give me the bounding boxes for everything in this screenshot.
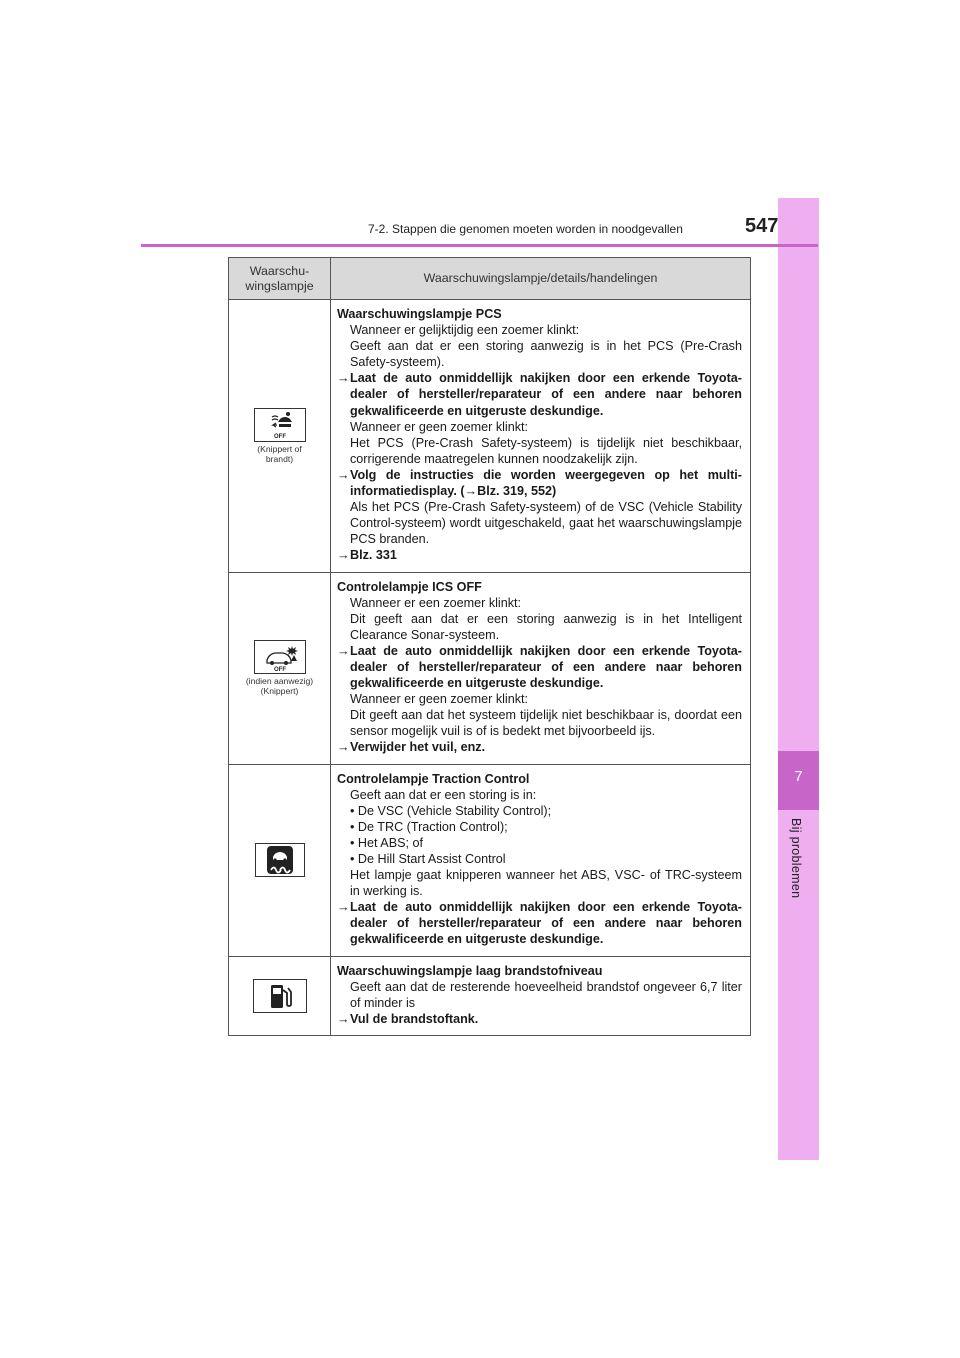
detail-line: Het lampje gaat knipperen wanneer het ABS, VSC- of TRC-systeem in werking is. (350, 868, 742, 899)
svg-text:OFF: OFF (273, 433, 286, 440)
lamp-icon-cell (229, 300, 331, 573)
lamp-title: Waarschuwingslampje PCS (337, 307, 502, 321)
arrow-icon: → (337, 548, 350, 563)
lamp-title: Controlelampje ICS OFF (337, 579, 482, 594)
detail-line: Geeft aan dat er een storing aanwezig is in het PCS (Pre-Crash Safety-systeem). (350, 339, 742, 370)
lamp-icon-cell (229, 572, 331, 764)
section-title: 7-2. Stappen die genomen moeten worden in noodgevallen (368, 222, 683, 236)
lamp-caption: (Knippert of brandt) (257, 443, 302, 464)
action-line: → Vul de brandstoftank. (337, 1011, 479, 1026)
action-line: → Verwijder het vuil, enz. (337, 740, 486, 755)
detail-line: Geeft aan dat de resterende hoeveelheid brandstof ongeveer 6,7 liter of minder is (350, 979, 742, 1010)
lamp-title: Controlelampje Traction Control (337, 771, 530, 786)
table-header-row (229, 258, 751, 300)
lamp-icon-cell (229, 764, 331, 956)
arrow-icon: → (337, 1011, 350, 1026)
detail-line: Dit geeft aan dat er een storing aanwezig is in het Intelligent Clearance Sonar-systeem. (350, 611, 742, 642)
bullet-item: • De TRC (Traction Control); (350, 819, 508, 834)
column-header-details: Waarschuwingslampje/details/handelingen (331, 258, 751, 300)
lamp-details-cell (331, 956, 751, 1035)
action-line: → Laat de auto onmiddellijk nakijken door een erkende Toyota-dealer of hersteller/reparateur of een andere naar behoren gekwalificeerde en uitgeruste deskundige. (337, 900, 742, 947)
lamp-icon-cell (229, 956, 331, 1035)
chapter-label: Bij problemen (789, 818, 803, 899)
page-number: 547 (745, 215, 779, 237)
table-row (229, 764, 751, 956)
ics-off-icon (254, 640, 306, 674)
table-row (229, 300, 751, 573)
lamp-title: Waarschuwingslampje laag brandstofniveau (337, 963, 603, 978)
table-row (229, 572, 751, 764)
bullet-item: • Het ABS; of (350, 835, 424, 850)
action-line: → Laat de auto onmiddellijk nakijken door een erkende Toyota-dealer of hersteller/reparateur of een andere naar behoren gekwalificeerde en uitgeruste deskundige. (337, 371, 742, 418)
lamp-details-cell (331, 764, 751, 956)
column-header-lamp: Waarschu- wingslampje (229, 258, 331, 300)
detail-line: Wanneer er een zoemer klinkt: (350, 595, 522, 610)
chapter-number: 7 (794, 768, 803, 785)
detail-line: Dit geeft aan dat het systeem tijdelijk niet beschikbaar is, doordat een sensor mogelijk vuil is of is bedekt met bijvoorbeeld ijs. (350, 708, 742, 739)
detail-line: Wanneer er gelijktijdig een zoemer klinkt: (350, 323, 580, 338)
arrow-icon: → (337, 740, 350, 755)
bullet-item: • De Hill Start Assist Control (350, 852, 506, 866)
lamp-details-cell (331, 572, 751, 764)
arrow-icon: → (337, 900, 350, 915)
lamp-caption: (indien aanwezig) (Knippert) (245, 676, 314, 697)
table-row (229, 956, 751, 1035)
detail-line: Het PCS (Pre-Crash Safety-systeem) is tijdelijk niet beschikbaar, corrigerende maatregelen kunnen noodzakelijk zijn. (350, 435, 742, 466)
warning-lamp-table (228, 257, 751, 1036)
svg-text:OFF: OFF (273, 667, 286, 674)
action-line: → Volg de instructies die worden weergegeven op het multi-informatiedisplay. (→Blz. 319, 552) (337, 467, 742, 499)
detail-line: Wanneer er geen zoemer klinkt: (350, 692, 529, 707)
header-rule (141, 244, 818, 247)
traction-control-icon (255, 843, 305, 877)
action-line: → Blz. 331 (337, 548, 397, 563)
detail-line: Wanneer er geen zoemer klinkt: (350, 419, 529, 434)
detail-line: Geeft aan dat er een storing is in: (350, 787, 537, 802)
bullet-item: • De VSC (Vehicle Stability Control); (350, 803, 552, 818)
detail-line: Als het PCS (Pre-Crash Safety-systeem) of de VSC (Vehicle Stability Control-systeem) wordt uitgeschakeld, gaat het waarschuwingslampje PCS branden. (350, 500, 742, 547)
lamp-details-cell (331, 300, 751, 573)
arrow-icon: → (337, 467, 350, 482)
arrow-icon: → (337, 371, 350, 386)
pcs-off-icon (254, 408, 306, 442)
side-chapter-tab (778, 198, 819, 1160)
arrow-icon: → (337, 643, 350, 658)
fuel-pump-icon (253, 979, 307, 1013)
action-line: → Laat de auto onmiddellijk nakijken door een erkende Toyota-dealer of hersteller/reparateur of een andere naar behoren gekwalificeerde en uitgeruste deskundige. (337, 643, 742, 691)
